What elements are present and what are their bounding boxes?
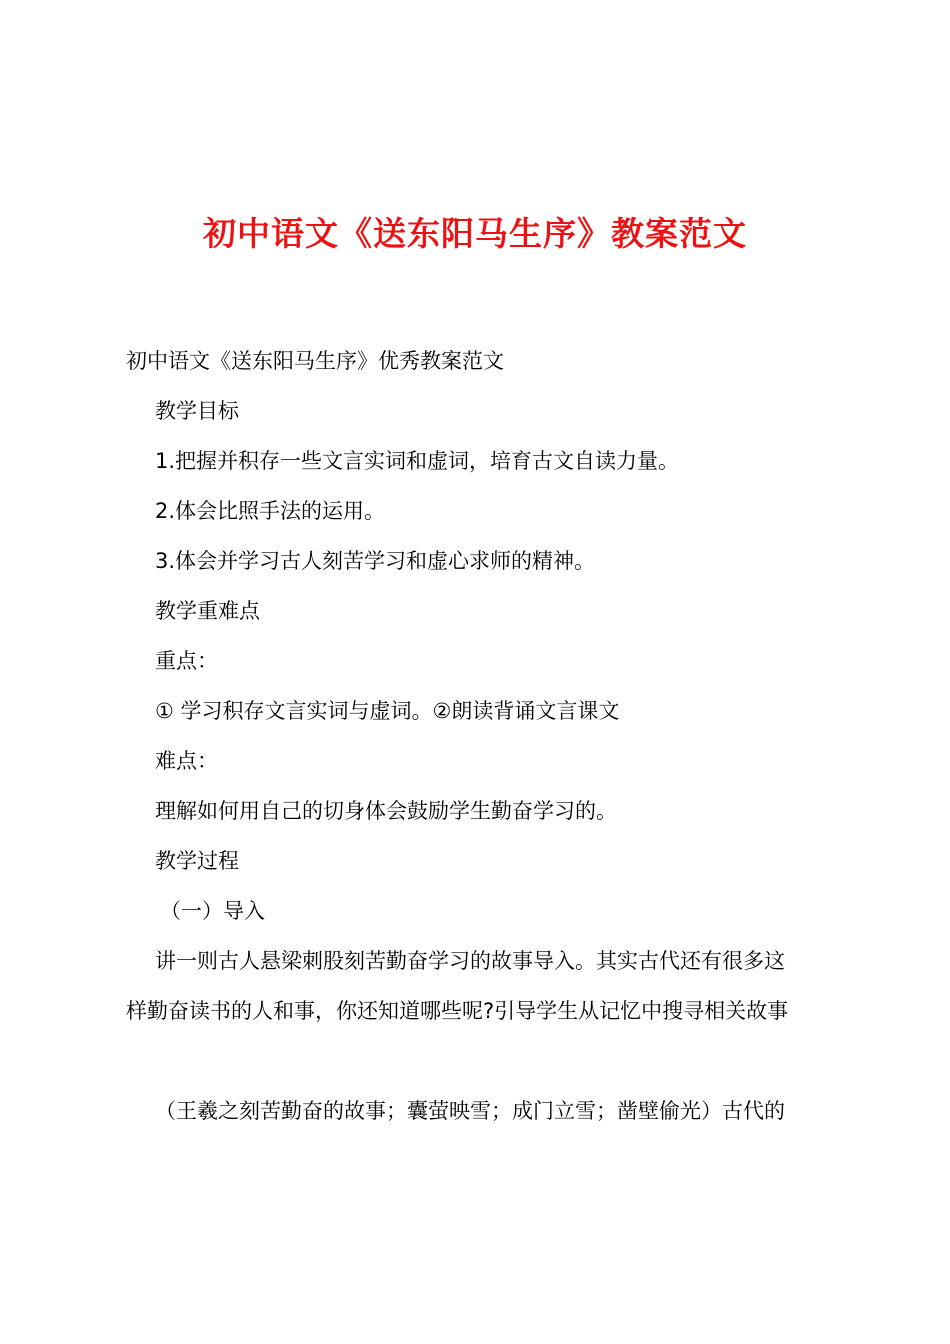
goal-item-1: 1.把握并积存一些文言实词和虚词，培育古文自读力量。 (155, 449, 680, 473)
key-point-label: 重点： (155, 649, 218, 673)
paragraph-line: （王羲之刻苦勤奋的故事；囊萤映雪；成门立雪；凿壁偷光）古代的 (155, 1099, 785, 1123)
process-step-1: （一）导入 (160, 899, 265, 923)
goal-item-3: 3.体会并学习古人刻苦学习和虚心求师的精神。 (155, 549, 596, 573)
goal-item-2: 2.体会比照手法的运用。 (155, 499, 386, 523)
section-heading-process: 教学过程 (155, 849, 239, 873)
section-heading-key-points: 教学重难点 (155, 599, 260, 623)
document-title: 初中语文《送东阳马生序》教案范文 (203, 214, 747, 253)
document-subtitle: 初中语文《送东阳马生序》优秀教案范文 (126, 349, 504, 373)
difficult-point-label: 难点： (155, 749, 218, 773)
section-heading-goals: 教学目标 (155, 399, 239, 423)
paragraph-line: 讲一则古人悬梁刺股刻苦勤奋学习的故事导入。其实古代还有很多这 (155, 949, 785, 973)
difficult-point-text: 理解如何用自己的切身体会鼓励学生勤奋学习的。 (155, 799, 617, 823)
paragraph-line: 样勤奋读书的人和事，你还知道哪些呢?引导学生从记忆中搜寻相关故事 (126, 999, 789, 1023)
key-point-text: ① 学习积存文言实词与虚词。②朗读背诵文言课文 (155, 699, 620, 723)
